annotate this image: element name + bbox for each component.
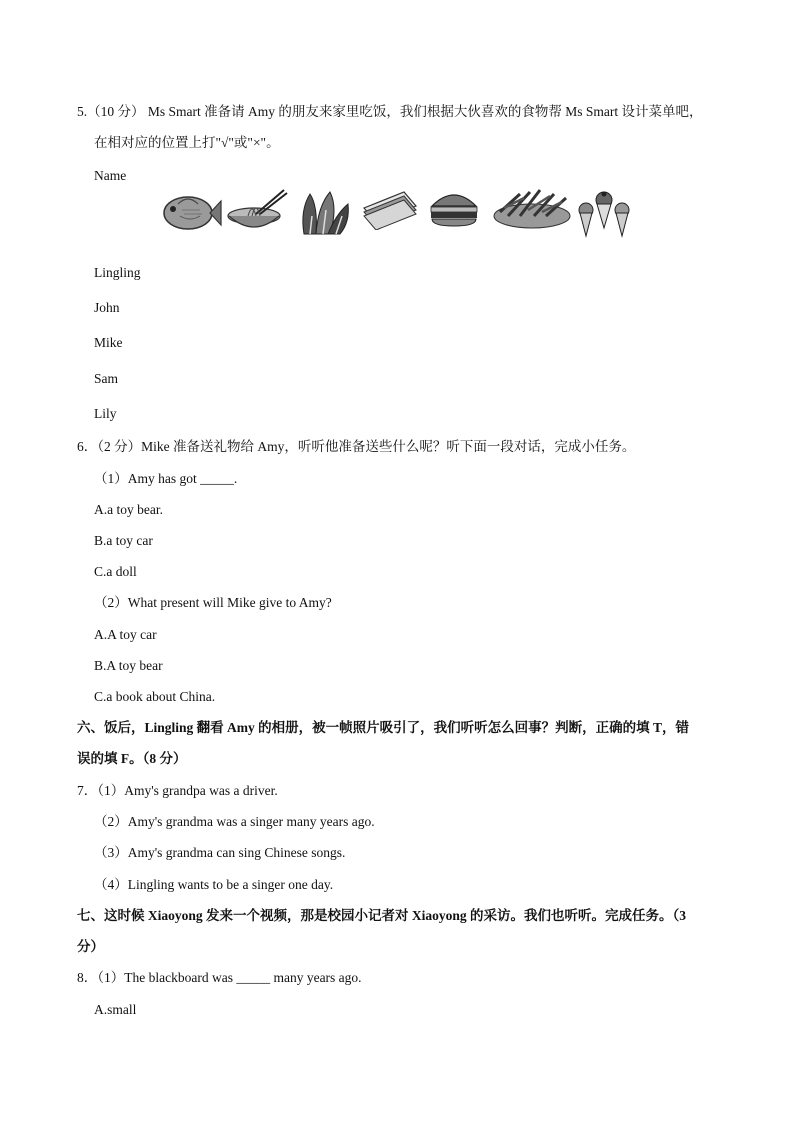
section7-line2: 分） [77, 939, 104, 954]
noodles-icon [226, 186, 288, 236]
ice-cream-icon [574, 186, 634, 244]
fish-icon [160, 186, 222, 236]
section7-line1: 七、这时候 Xiaoyong 发来一个视频，那是校园小记者对 Xiaoyong 的采访。我们也听听。完成任务。（3 [77, 908, 687, 923]
q6-sub1-option-b: B.a toy car [94, 533, 153, 548]
q6-title: 6．（2 分）Mike 准备送礼物给 Amy，听听他准备送些什么呢？听下面一段对话，完成小任务。 [77, 439, 636, 454]
sandwich-icon [360, 186, 420, 230]
q5-name-lingling: Lingling [94, 265, 141, 280]
q6-sub2-option-b: B.A toy bear [94, 658, 163, 673]
section6-line2: 误的填 F。（8 分） [77, 751, 187, 766]
q5-name-sam: Sam [94, 371, 119, 386]
q6-sub2: （2）What present will Mike give to Amy? [94, 595, 332, 610]
q5-line2: 在相对应的位置上打"√"或"×"。 [94, 135, 280, 150]
q5-line1: 5.（10 分） Ms Smart 准备请 Amy 的朋友来家里吃饭，我们根据大伙喜欢的食物帮 Ms Smart 设计菜单吧， [77, 104, 703, 119]
q5-name-mike: Mike [94, 335, 123, 350]
q6-sub2-option-c: C.a book about China. [94, 689, 216, 704]
q5-name-john: John [94, 300, 120, 315]
q8-sub1: 8．（1）The blackboard was _____ many years ago. [77, 970, 362, 985]
q6-sub1-option-c: C.a doll [94, 564, 137, 579]
q6-sub1-option-a: A.a toy bear. [94, 502, 163, 517]
q7-item-1: 7．（1）Amy's grandpa was a driver. [77, 783, 278, 798]
vegetables-icon [296, 186, 352, 238]
q5-name-header: Name [94, 168, 127, 183]
q7-item-2: （2）Amy's grandma was a singer many years ago. [94, 814, 375, 829]
q8-option-a: A.small [94, 1002, 137, 1017]
fries-meat-icon [490, 186, 574, 232]
q6-sub2-option-a: A.A toy car [94, 627, 157, 642]
q5-name-lily: Lily [94, 406, 117, 421]
section6-line1: 六、饭后，Lingling 翻看 Amy 的相册，被一帧照片吸引了，我们听听怎么回事？判断，正确的填 T，错 [77, 720, 690, 735]
q7-item-3: （3）Amy's grandma can sing Chinese songs. [94, 845, 346, 860]
hamburger-icon [428, 186, 480, 230]
food-images-row [160, 186, 640, 246]
q7-item-4: （4）Lingling wants to be a singer one day. [94, 877, 334, 892]
q6-sub1: （1）Amy has got _____. [94, 471, 238, 486]
